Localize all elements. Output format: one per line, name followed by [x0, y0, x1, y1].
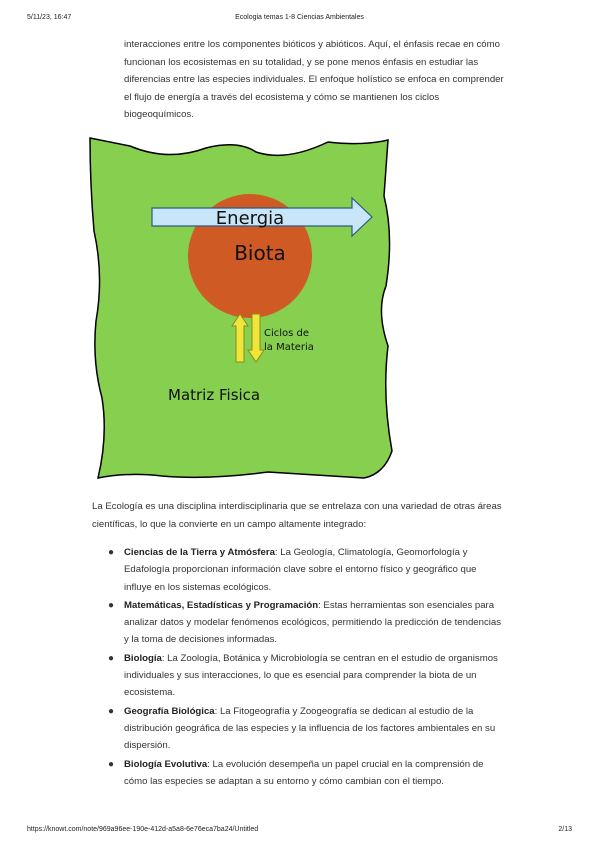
cycles-label-line1: Ciclos de	[264, 328, 310, 339]
list-item	[108, 544, 504, 596]
print-datetime: 5/11/23, 16:47	[27, 14, 72, 21]
cycles-label-line2: la Materia	[264, 342, 314, 353]
interdisciplinary-paragraph: La Ecología es una disciplina interdisciplinaria que se entrelaza con una variedad de otras áreas científicas, lo que la convierte en un campo altamente integrado:	[92, 501, 502, 530]
list-item-text: : Estas herramientas son esenciales para analizar datos y modelar fenómenos ecológicos, permitiendo la predicción de tendencias y la toma de decisiones informadas.	[124, 599, 502, 646]
bullet-icon: ●	[108, 652, 115, 664]
energy-label: Energia	[215, 208, 285, 229]
list-item	[108, 650, 504, 702]
page-number: 2/13	[558, 826, 572, 833]
related-fields-list	[108, 544, 504, 791]
list-item-term: Biología	[124, 652, 162, 664]
list-item-term: Biología Evolutiva	[124, 758, 208, 770]
bullet-icon: ●	[108, 705, 115, 717]
bullet-icon: ●	[108, 758, 115, 770]
list-item-text: : La Zoología, Botánica y Microbiología se centran en el estudio de organismos individuales y sus interacciones, lo que es esencial para comprender la biota de un ecosistema.	[124, 652, 498, 699]
list-item-text: : La Geología, Climatología, Geomorfología y Edafología proporcionan información clave sobre el entorno físico y geográfico que influye en los sistemas ecológicos.	[124, 547, 477, 593]
biota-label: Biota	[234, 241, 286, 265]
list-item-term: Ciencias de la Tierra y Atmósfera	[124, 547, 275, 558]
page-url-link[interactable]: https://knowt.com/note/969a96ee-190e-412d-a5a8-6e76eca7ba24/Untitled	[27, 826, 259, 833]
matrix-label: Matriz Fisica	[168, 386, 261, 404]
bullet-icon: ●	[108, 599, 115, 611]
bullet-icon: ●	[108, 547, 115, 558]
ecosystem-diagram	[88, 136, 398, 481]
list-item-text: : La evolución desempeña un papel crucial en la comprensión de cómo las especies se adaptan a su entorno y cómo cambian con el tiempo.	[124, 758, 484, 787]
list-item-term: Matemáticas, Estadísticas y Programación	[124, 599, 319, 611]
list-item	[108, 756, 504, 791]
document-title: Ecologia temas 1-8 Ciencias Ambientales	[235, 14, 364, 21]
list-item-term: Geografía Biológica	[124, 705, 215, 717]
intro-paragraph: interacciones entre los componentes bióticos y abióticos. Aquí, el énfasis recae en cómo funcionan los ecosistemas en su totalidad, y se pone menos énfasis en estudiar las diferencias entre las especies individuales. El enfoque holístico se enfoca en comprender el flujo de energía a través del ecosistema y cómo se mantienen los ciclos biogeoquímicos.	[124, 39, 504, 120]
list-item	[108, 597, 504, 649]
list-item	[108, 703, 504, 755]
list-item-text: : La Fitogeografía y Zoogeografía se dedican al estudio de la distribución geográfica de las especies y la influencia de los factores ambientales en su dispersión.	[124, 705, 496, 752]
